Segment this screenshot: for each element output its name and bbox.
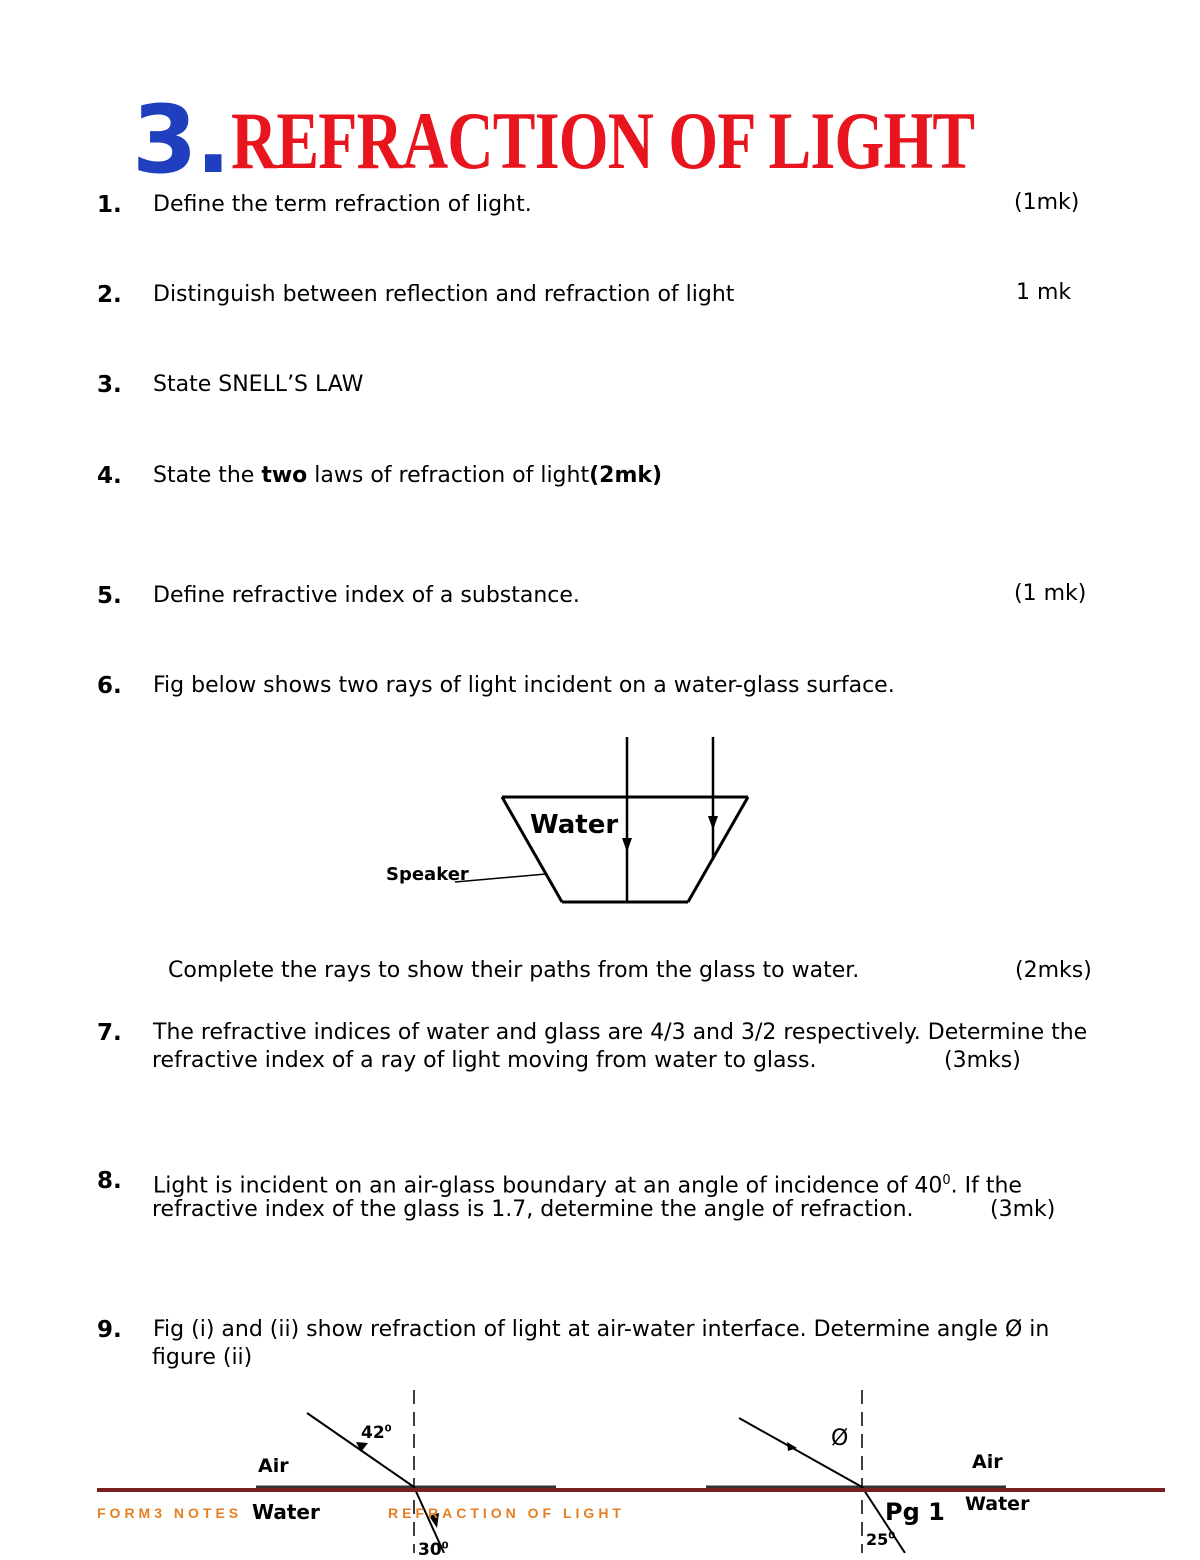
angle-label-42 bbox=[361, 1423, 392, 1443]
question-text: Fig below shows two rays of light incident on a water-glass surface. bbox=[153, 673, 895, 698]
question-text-line2: refractive index of the glass is 1.7, determine the angle of refraction. bbox=[152, 1197, 914, 1222]
degree-sup: 0 bbox=[441, 1540, 449, 1552]
question-text: Define refractive index of a substance. bbox=[153, 583, 580, 608]
footer-left: FORM3 NOTES bbox=[97, 1505, 243, 1521]
angle-label-phi: Ø bbox=[831, 1426, 849, 1451]
question-number: 7. bbox=[97, 1020, 122, 1046]
degree-sup: 0 bbox=[888, 1530, 896, 1542]
degree-sup: 0 bbox=[384, 1423, 392, 1435]
question-number: 2. bbox=[97, 282, 122, 308]
speaker-label: Speaker bbox=[386, 864, 469, 885]
question-number: 9. bbox=[97, 1317, 122, 1343]
air-label-left: Air bbox=[258, 1455, 289, 1477]
question-text: Define the term refraction of light. bbox=[153, 192, 532, 217]
chapter-number: 3 bbox=[132, 86, 196, 195]
page-number: Pg 1 bbox=[885, 1498, 945, 1526]
angle-label-25 bbox=[866, 1530, 895, 1549]
water-label-left: Water bbox=[252, 1500, 320, 1524]
question-number: 4. bbox=[97, 463, 122, 489]
angle-value: 25 bbox=[866, 1530, 889, 1549]
question-number: 8. bbox=[97, 1168, 122, 1194]
question-text-line1: The refractive indices of water and glass are 4/3 and 3/2 respectively. Determine the bbox=[153, 1020, 1088, 1045]
water-label-right: Water bbox=[965, 1493, 1030, 1515]
question-text-line1: Fig (i) and (ii) show refraction of light at air-water interface. Determine angle Ø in bbox=[153, 1317, 1050, 1342]
question-text-line2: refractive index of a ray of light moving from water to glass. bbox=[152, 1048, 817, 1073]
question-marks: (3mk) bbox=[990, 1197, 1056, 1222]
question-number: 6. bbox=[97, 673, 122, 699]
question-number: 5. bbox=[97, 583, 122, 609]
question-marks: (2mk) bbox=[589, 463, 663, 488]
text-part: . If the bbox=[950, 1173, 1022, 1199]
question-marks: (1mk) bbox=[1014, 190, 1080, 215]
chapter-title: REFRACTION OF LIGHT bbox=[231, 95, 975, 186]
question-marks: (1 mk) bbox=[1014, 581, 1087, 606]
angle-label-30 bbox=[418, 1540, 449, 1560]
question-text-line2: figure (ii) bbox=[152, 1345, 253, 1370]
air-label-right: Air bbox=[972, 1451, 1003, 1473]
text-part: laws of refraction of light bbox=[307, 463, 590, 488]
question-marks: (3mks) bbox=[944, 1048, 1021, 1073]
text-part: Light is incident on an air-glass boundary at an angle of incidence of 40 bbox=[153, 1173, 943, 1199]
question-number: 1. bbox=[97, 192, 122, 218]
text-part: State the bbox=[153, 463, 262, 488]
degree-sup: 0 bbox=[942, 1173, 951, 1188]
question-marks: 1 mk bbox=[1016, 280, 1072, 305]
angle-value: 30 bbox=[418, 1540, 442, 1560]
question-text: Distinguish between reflection and refraction of light bbox=[153, 282, 735, 307]
footer-center: REFRACTION OF LIGHT bbox=[388, 1505, 625, 1521]
chapter-dot: . bbox=[195, 86, 232, 195]
angle-value: 42 bbox=[361, 1423, 385, 1443]
question-marks: (2mks) bbox=[1015, 958, 1092, 983]
question-instruction: Complete the rays to show their paths from the glass to water. bbox=[168, 958, 860, 983]
question-text: State SNELL’S LAW bbox=[153, 372, 364, 397]
water-label: Water bbox=[530, 810, 619, 840]
question-number: 3. bbox=[97, 372, 122, 398]
text-emphasis: two bbox=[261, 463, 308, 488]
